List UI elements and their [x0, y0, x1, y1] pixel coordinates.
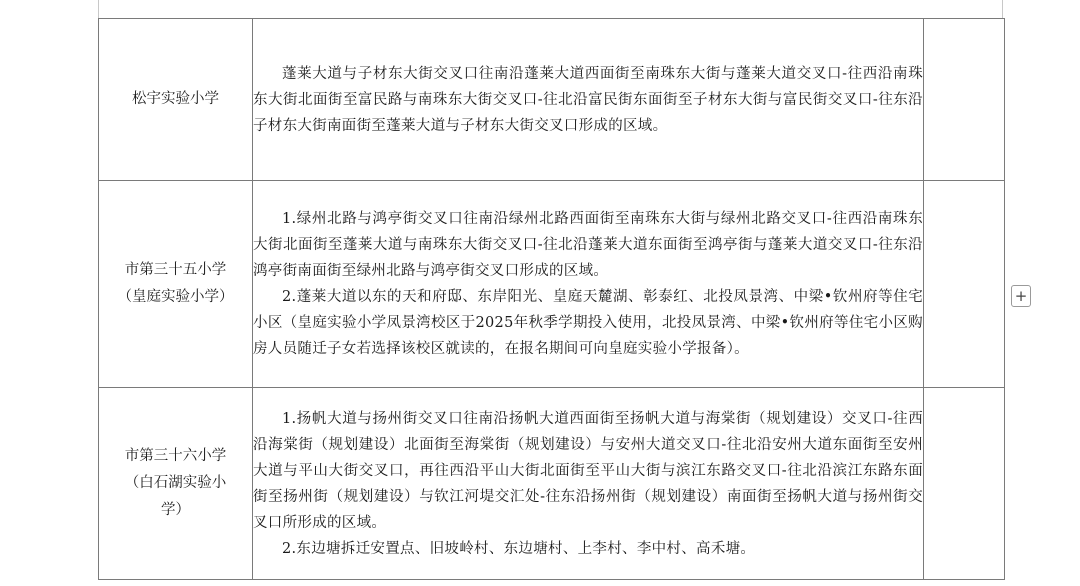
school-alias-line: 学） [161, 502, 190, 518]
school-name-line: 市第三十六小学 [124, 448, 227, 464]
zone-description-cell [253, 181, 924, 388]
school-name-cell [99, 19, 253, 181]
zone-paragraph: 1.绿州北路与鸿亭街交叉口往南沿绿州北路西面街至南珠东大街与绿州北路交叉口-往西沿南珠东大街北面街至蓬莱大道与南珠东大街交叉口-往北沿蓬莱大道东面街至鸿亭街与蓬莱大道交叉口-往东沿鸿亭街南面街至绿州北路与鸿亭街交叉口形成的区域。 [253, 211, 923, 279]
zone-paragraph: 2.东边塘拆迁安置点、旧坡岭村、东边塘村、上李村、李中村、高禾塘。 [282, 540, 756, 557]
page-edge-right [1002, 0, 1003, 18]
note-cell [924, 388, 1005, 580]
note-cell [924, 19, 1005, 181]
school-name-line: 松宇实验小学 [132, 91, 219, 107]
zone-paragraph: 1.扬帆大道与扬州街交叉口往南沿扬帆大道西面街至扬帆大道与海棠街（规划建设）交叉口-往西沿海棠街（规划建设）北面街至海棠街（规划建设）与安州大道交叉口-往北沿安州大道东面街至安州大道与平山大街交叉口，再往西沿平山大街北面街至平山大街与滨江东路交叉口-往北沿滨江东路东面街至扬州街（规划建设）与钦江河堤交汇处-往东沿扬州街（规划建设）南面街至扬帆大道与扬州街交叉口所形成的区域。 [253, 410, 923, 531]
zone-description-cell [253, 19, 924, 181]
table-row [99, 19, 1005, 181]
table-row [99, 388, 1005, 580]
table-row [99, 181, 1005, 388]
page-edge-left [98, 0, 99, 18]
school-alias-line: （皇庭实验小学） [117, 289, 234, 305]
school-alias-line: （白石湖实验小 [124, 475, 227, 491]
zone-paragraph: 蓬莱大道与子材东大街交叉口往南沿蓬莱大道西面街至南珠东大街与蓬莱大道交叉口-往西沿南珠东大街北面街至富民路与南珠东大街交叉口-往北沿富民街东面街至子材东大街与富民街交叉口-往东沿子材东大街南面街至蓬莱大道与子材东大街交叉口形成的区域。 [253, 65, 923, 134]
school-name-line: 市第三十五小学 [124, 262, 227, 278]
note-cell [924, 181, 1005, 388]
add-row-button[interactable]: + [1011, 285, 1031, 307]
zone-paragraph: 2.蓬莱大道以东的天和府邸、东岸阳光、皇庭天麓湖、彰泰红、北投凤景湾、中梁•钦州府等住宅小区（皇庭实验小学凤景湾校区于2025年秋季学期投入使用，北投凤景湾、中梁•钦州府等住宅小区购房人员随迁子女若选择该校区就读的，在报名期间可向皇庭实验小学报备）。 [253, 289, 923, 357]
zone-description-cell [253, 388, 924, 580]
school-name-cell [99, 388, 253, 580]
school-zone-table [98, 18, 1005, 580]
school-name-cell [99, 181, 253, 388]
